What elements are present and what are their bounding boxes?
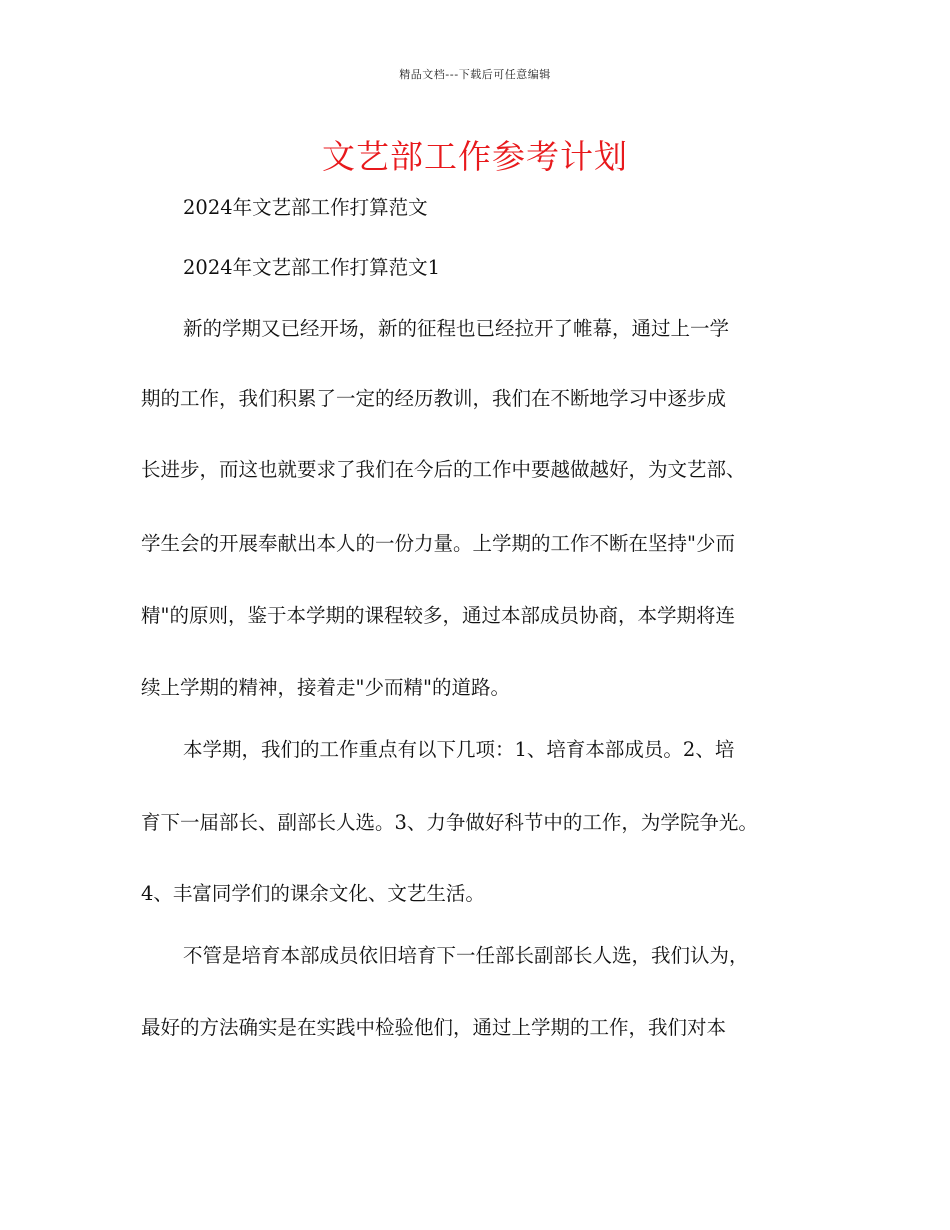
paragraph-line: 4、丰富同学们的课余文化、文艺生活。 — [141, 882, 485, 905]
paragraph-line: 新的学期又已经开场，新的征程也已经拉开了帷幕，通过上一学 — [183, 317, 730, 340]
paragraph-line: 最好的方法确实是在实践中检验他们，通过上学期的工作，我们对本 — [141, 1016, 727, 1039]
paragraph-line: 学生会的开展奉献出本人的一份力量。上学期的工作不断在坚持"少而 — [141, 532, 735, 555]
paragraph-line: 精"的原则，鉴于本学期的课程较多，通过本部成员协商，本学期将连 — [141, 604, 735, 627]
paragraph-line: 不管是培育本部成员依旧培育下一任部长副部长人选，我们认为， — [183, 944, 749, 967]
subtitle-line: 2024年文艺部工作打算范文 — [183, 196, 428, 219]
paragraph-line: 长进步，而这也就要求了我们在今后的工作中要越做越好，为文艺部、 — [141, 458, 746, 481]
paragraph-line: 续上学期的精神，接着走"少而精"的道路。 — [141, 676, 510, 699]
paragraph-line: 期的工作，我们积累了一定的经历教训，我们在不断地学习中逐步成 — [141, 387, 727, 410]
paragraph-line: 本学期，我们的工作重点有以下几项：1、培育本部成员。2、培 — [183, 738, 735, 761]
paragraph-line: 育下一届部长、副部长人选。3、力争做好科节中的工作，为学院争光。 — [141, 811, 758, 834]
subtitle-line-numbered: 2024年文艺部工作打算范文1 — [183, 256, 441, 279]
page-header-note: 精品文档---下载后可任意编辑 — [399, 68, 551, 81]
document-title: 文艺部工作参考计划 — [322, 137, 628, 176]
